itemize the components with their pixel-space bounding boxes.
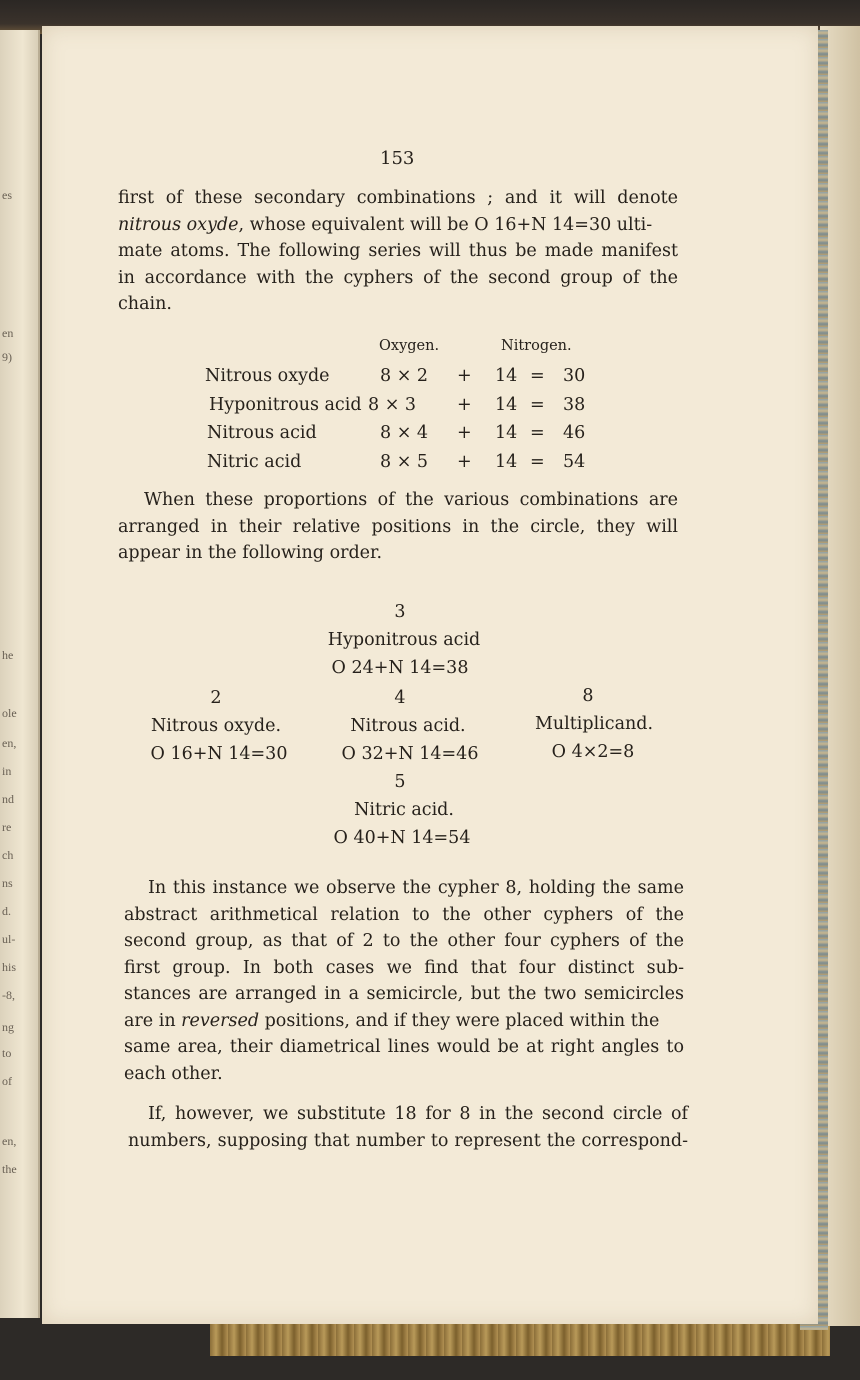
center-formula: O 32+N 14=46 [341, 744, 479, 764]
top-name: Hyponitrous acid [327, 630, 481, 650]
text-line: chain. [118, 294, 172, 314]
text-line: When these proportions of the various combinations are [144, 490, 678, 510]
left-name: Nitrous oxyde. [150, 716, 282, 736]
left-page-fragment: ul- [2, 932, 16, 946]
text-line: second group, as that of 2 to the other four cyphers of the [124, 931, 684, 951]
paragraph-3 [124, 878, 684, 1090]
right-number: 8 [582, 686, 594, 706]
left-number: 2 [210, 688, 222, 708]
text-line: If, however, we substitute 18 for 8 in the second circle of [148, 1104, 688, 1124]
left-page-fragment: ole [2, 706, 17, 720]
left-page-fragment: -8, [2, 988, 15, 1002]
left-page-fragment: of [2, 1074, 12, 1088]
left-page-fragment: ng [2, 1020, 14, 1034]
left-page-fragment: en [2, 326, 14, 340]
right-name: Multiplicand. [534, 714, 654, 734]
text-line: each other. [124, 1063, 223, 1084]
text-line: stances are arranged in a semicircle, but the two semicircles [124, 984, 684, 1004]
text-line: in accordance with the cyphers of the second group of the [118, 267, 678, 288]
text-line: abstract arithmetical relation to the other cyphers of the [124, 904, 684, 925]
top-formula: O 24+N 14=38 [331, 658, 469, 678]
italic-term: reversed [181, 1010, 260, 1031]
text-line: first group. In both cases we find that four distinct sub- [124, 957, 684, 978]
bottom-name: Nitric acid. [354, 800, 454, 820]
left-page-fragment: ch [2, 848, 14, 862]
italic-term: nitrous oxyde [118, 214, 239, 235]
bottom-number: 5 [394, 772, 406, 792]
left-formula: O 16+N 14=30 [150, 744, 288, 764]
center-number: 4 [394, 688, 406, 708]
right-formula: O 4×2=8 [551, 742, 635, 762]
text-line: first of these secondary combinations ; and it will denote [118, 188, 678, 208]
text-line: numbers, supposing that number to represent the correspond- [128, 1130, 688, 1151]
left-page-fragment: 9) [2, 350, 12, 364]
center-name: Nitrous acid. [350, 716, 466, 736]
text-line: are in reversed positions, and if they were placed within the [124, 1010, 660, 1031]
top-number: 3 [394, 602, 406, 622]
left-page-fragment: he [2, 648, 14, 662]
left-page-fragment: to [2, 1046, 12, 1060]
left-page-fragment: es [2, 188, 12, 202]
gilt-ornament [210, 1322, 830, 1356]
text-line: mate atoms. The following series will thus be made manifest [118, 241, 678, 261]
left-page-fragment: the [2, 1162, 17, 1176]
left-page-fragment: nd [2, 792, 14, 806]
paragraph-1 [118, 188, 678, 321]
text-line: same area, their diametrical lines would be at right angles to [124, 1037, 684, 1057]
header-nitrogen: Nitrogen. [501, 338, 572, 354]
bottom-formula: O 40+N 14=54 [333, 828, 471, 848]
left-page-fragment: in [2, 764, 12, 778]
left-page-fragment: en, [2, 736, 17, 750]
left-page-fragment: en, [2, 1134, 17, 1148]
left-page-fragment: d. [2, 904, 11, 918]
left-page-fragment: ns [2, 876, 13, 890]
left-page-edge [0, 30, 40, 1342]
left-page-fragment: re [2, 820, 12, 834]
text-line: nitrous oxyde, whose equivalent will be O 16+N 14=30 ulti- [118, 214, 653, 235]
left-page-fragment: his [2, 960, 17, 974]
paragraph-4 [128, 1104, 688, 1157]
header-oxygen: Oxygen. [379, 338, 440, 354]
text-line: arranged in their relative positions in the circle, they will [118, 516, 678, 537]
page-number: 153 [380, 148, 415, 169]
text-line: appear in the following order. [118, 543, 383, 563]
text-line: In this instance we observe the cypher 8, holding the same [148, 878, 684, 898]
paragraph-2 [118, 490, 678, 570]
